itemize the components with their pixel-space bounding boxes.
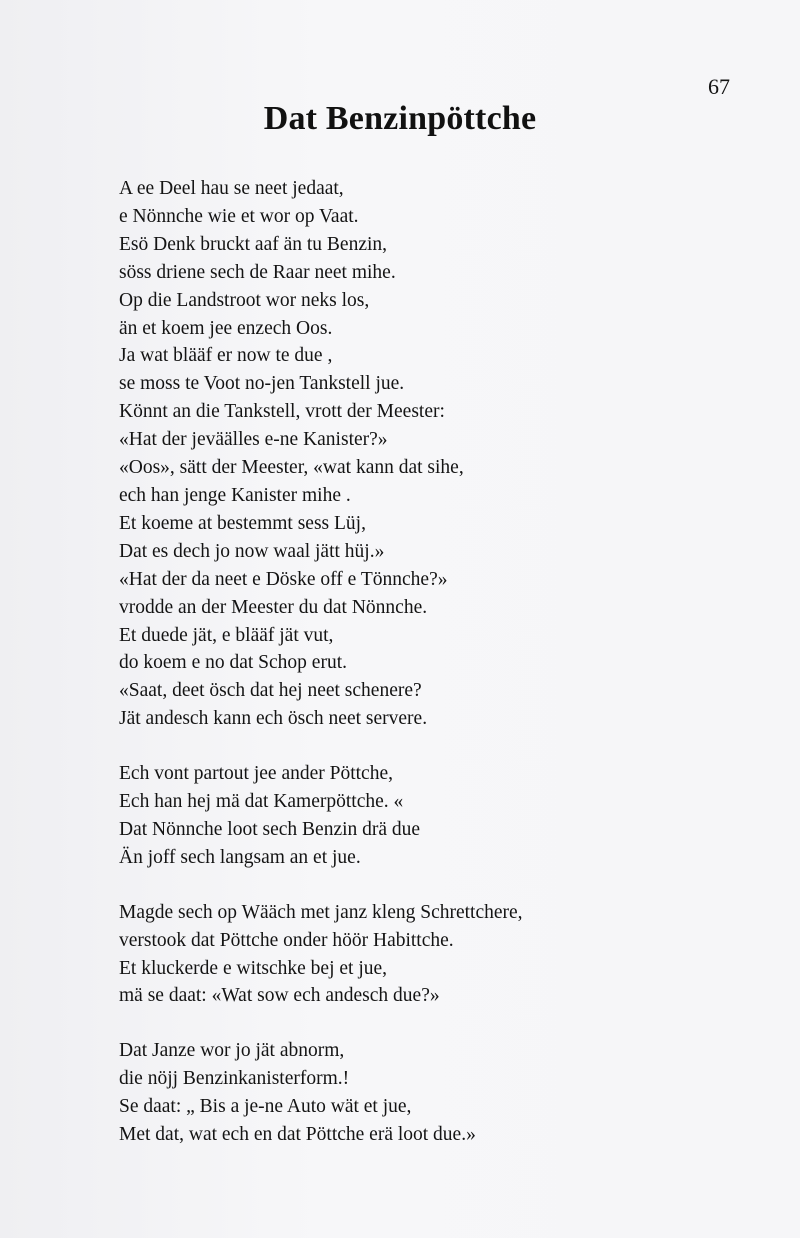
poem-line: Et duede jät, e blääf jät vut, <box>119 624 334 646</box>
poem-line: die nöjj Benzinkanisterform.! <box>119 1068 350 1090</box>
poem-line: «Hat der jeväälles e-ne Kanister?» <box>119 429 388 451</box>
poem-line: Än joff sech langsam an et jue. <box>119 846 361 868</box>
poem-line: söss driene sech de Raar neet mihe. <box>119 261 396 283</box>
poem-line: Dat es dech jo now waal jätt hüj.» <box>119 540 385 562</box>
poem-body <box>119 175 679 1149</box>
poem-line: Et kluckerde e witschke bej et jue, <box>119 957 388 979</box>
poem-line: Op die Landstroot wor neks los, <box>119 289 370 311</box>
poem-line: Et koeme at bestemmt sess Lüj, <box>119 512 366 534</box>
poem-line: ech han jenge Kanister mihe . <box>119 484 351 506</box>
poem-line: «Saat, deet ösch dat hej neet schenere? <box>119 680 422 702</box>
poem-line: Se daat: „ Bis a je-ne Auto wät et jue, <box>119 1096 412 1118</box>
poem-line: Dat Nönnche loot sech Benzin drä due <box>119 818 421 840</box>
poem-line: «Hat der da neet e Döske off e Tönnche?» <box>119 568 448 590</box>
poem-stanza <box>119 1037 679 1149</box>
poem-line: Könnt an die Tankstell, vrott der Meester: <box>119 401 445 423</box>
poem-line: Esö Denk bruckt aaf än tu Benzin, <box>119 233 388 255</box>
poem-stanza <box>119 760 679 872</box>
poem-line: «Oos», sätt der Meester, «wat kann dat sihe, <box>119 457 464 479</box>
poem-line: Met dat, wat ech en dat Pöttche erä loot due.» <box>119 1124 476 1146</box>
poem-line: Jät andesch kann ech ösch neet servere. <box>119 708 428 730</box>
poem-stanza <box>119 899 679 1011</box>
poem-title: Dat Benzinpöttche <box>263 100 537 137</box>
poem-line: verstook dat Pöttche onder höör Habittche. <box>119 929 454 951</box>
page-number: 67 <box>708 74 730 99</box>
poem-line: A ee Deel hau se neet jedaat, <box>119 178 344 199</box>
poem-line: do koem e no dat Schop erut. <box>119 652 347 674</box>
poem-line: vrodde an der Meester du dat Nönnche. <box>119 596 428 618</box>
poem-line: Ech han hej mä dat Kamerpöttche. « <box>119 791 404 813</box>
poem-line: Ech vont partout jee ander Pöttche, <box>119 763 393 785</box>
poem-line: Ja wat blääf er now te due , <box>119 345 333 367</box>
poem-line: än et koem jee enzech Oos. <box>119 317 333 339</box>
poem-line: e Nönnche wie et wor op Vaat. <box>119 205 359 227</box>
poem-line: se moss te Voot no-jen Tankstell jue. <box>119 373 405 395</box>
poem-line: Dat Janze wor jo jät abnorm, <box>119 1040 345 1062</box>
poem-line: Magde sech op Wääch met janz kleng Schrettchere, <box>119 901 523 923</box>
poem-line: mä se daat: «Wat sow ech andesch due?» <box>119 985 440 1007</box>
poem-stanza <box>119 175 679 733</box>
